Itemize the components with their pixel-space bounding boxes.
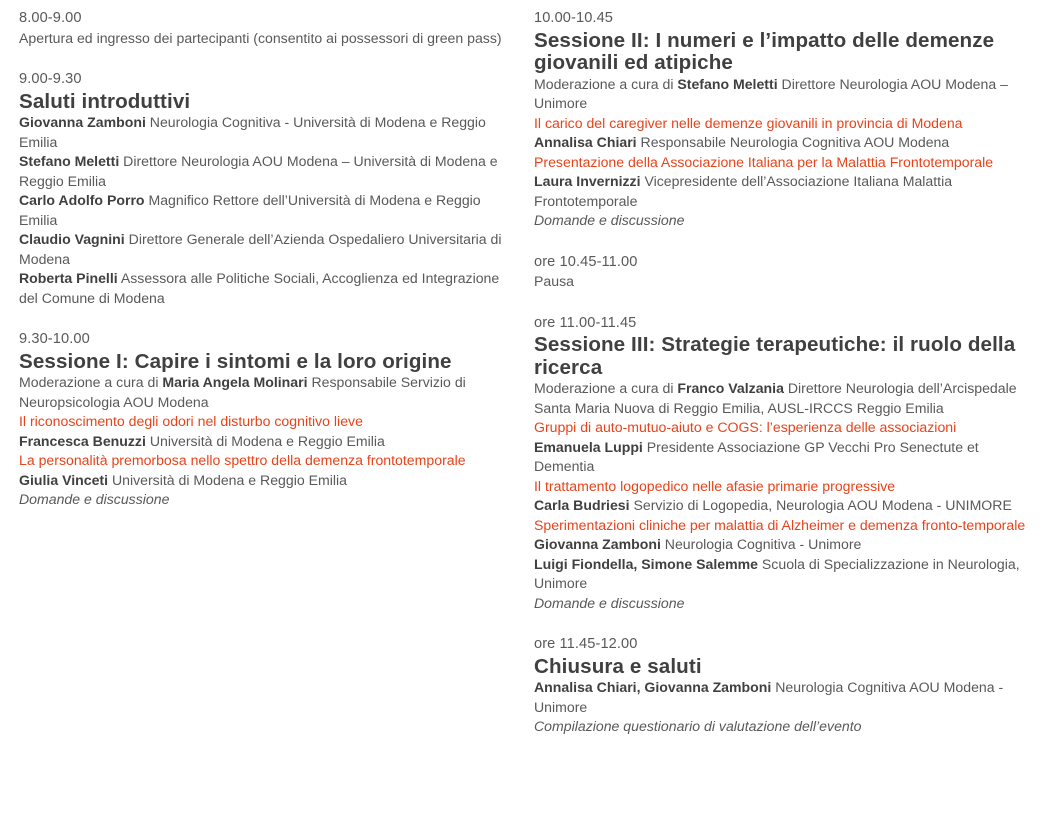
speaker-name: Stefano Meletti	[19, 153, 120, 169]
left-column	[19, 9, 514, 532]
program-block	[19, 70, 514, 308]
speaker-affiliation: Magnifico Rettore dell’Università di Modena e Reggio Emilia	[19, 192, 481, 228]
speaker-affiliation: Università di Modena e Reggio Emilia	[149, 432, 385, 449]
speaker-line	[534, 535, 1034, 555]
speaker-name: Luigi Fiondella, Simone Salemme	[534, 555, 758, 572]
info-text	[19, 29, 514, 49]
info-text-content: Pausa	[534, 273, 574, 289]
time-slot: 8.00-9.00	[19, 10, 82, 26]
program-block	[534, 314, 1034, 614]
speaker-affiliation: Responsabile Neurologia Cognitiva AOU Modena	[640, 134, 950, 150]
info-text	[534, 272, 1034, 292]
moderator-affiliation: Direttore Neurologia AOU Modena – Unimore	[534, 75, 1008, 111]
talk-title	[19, 451, 514, 471]
moderation-prefix: Moderazione a cura di	[19, 374, 159, 390]
talk-title	[534, 477, 1034, 497]
speaker-line	[534, 172, 1034, 211]
speaker-name: Roberta Pinelli	[19, 270, 118, 286]
moderator-affiliation: Responsabile Servizio di Neuropsicologia AOU Modena	[19, 374, 466, 410]
time-slot: ore 10.45-11.00	[534, 253, 638, 270]
talk-title	[19, 412, 514, 432]
note-text	[19, 490, 514, 510]
talk-title-text: Il riconoscimento degli odori nel disturbo cognitivo lieve	[19, 413, 363, 429]
block-lines	[19, 113, 514, 308]
session-title: Sessione II: I numeri e l’impatto delle demenze giovanili ed atipiche	[534, 28, 995, 74]
speaker-line	[534, 496, 1034, 516]
program-block	[534, 253, 1034, 292]
speaker-line	[534, 133, 1034, 153]
program-block	[19, 9, 514, 48]
moderation-prefix: Moderazione a cura di	[534, 75, 674, 92]
speaker-affiliation: Servizio di Logopedia, Neurologia AOU Modena - UNIMORE	[633, 497, 1012, 513]
block-lines	[534, 272, 1034, 292]
speaker-affiliation: Vicepresidente dell’Associazione Italiana Malattia Frontotemporale	[534, 173, 953, 209]
talk-title-text: Il carico del caregiver nelle demenze giovanili in provincia di Modena	[534, 114, 963, 131]
speaker-name: Emanuela Luppi	[534, 438, 643, 455]
speaker-line	[534, 678, 1034, 717]
note-text-content: Compilazione questionario di valutazione dell’evento	[534, 718, 862, 734]
time-slot: 10.00-10.45	[534, 10, 613, 26]
talk-title-text: Gruppi di auto-mutuo-aiuto e COGS: l’esperienza delle associazioni	[534, 419, 957, 435]
speaker-name: Giulia Vinceti	[19, 471, 109, 488]
speaker-name: Carla Budriesi	[534, 497, 630, 513]
session-title: Chiusura e saluti	[534, 654, 702, 678]
speaker-affiliation: Università di Modena e Reggio Emilia	[111, 471, 347, 488]
program-block	[19, 330, 514, 510]
note-text-content: Domande e discussione	[19, 491, 170, 507]
speaker-affiliation: Presidente Associazione GP Vecchi Pro Senectute et Dementia	[534, 438, 979, 474]
note-text	[534, 211, 1034, 231]
talk-title	[534, 153, 1034, 173]
info-text-content: Apertura ed ingresso dei partecipanti (consentito ai possessori di green pass)	[19, 29, 502, 46]
speaker-name: Annalisa Chiari	[534, 134, 637, 150]
speaker-affiliation: Neurologia Cognitiva AOU Modena - Unimore	[534, 679, 1004, 715]
speaker-line	[19, 113, 514, 152]
talk-title	[534, 516, 1034, 536]
session-title: Saluti introduttivi	[19, 89, 191, 113]
speaker-name: Giovanna Zamboni	[534, 536, 661, 552]
moderation-line	[534, 379, 1034, 418]
speaker-name: Giovanna Zamboni	[19, 114, 146, 130]
talk-title-text: Sperimentazioni cliniche per malattia di Alzheimer e demenza fronto-temporale	[534, 516, 1026, 533]
moderation-line	[19, 373, 514, 412]
speaker-affiliation: Direttore Generale dell’Azienda Ospedaliero Universitaria di Modena	[19, 231, 502, 267]
speaker-affiliation: Neurologia Cognitiva - Università di Modena e Reggio Emilia	[19, 114, 486, 150]
session-title: Sessione III: Strategie terapeutiche: il ruolo della ricerca	[534, 333, 1016, 379]
session-title: Sessione I: Capire i sintomi e la loro origine	[19, 349, 452, 373]
speaker-line	[19, 269, 514, 308]
time-slot: 9.30-10.00	[19, 331, 90, 347]
note-text	[534, 594, 1034, 614]
right-column	[534, 9, 1034, 759]
block-lines	[534, 75, 1034, 231]
speaker-name: Francesca Benuzzi	[19, 432, 146, 449]
moderation-line	[534, 75, 1034, 114]
note-text-content: Domande e discussione	[534, 212, 685, 228]
program-block	[534, 635, 1034, 737]
time-slot: 9.00-9.30	[19, 71, 82, 87]
moderator-name: Maria Angela Molinari	[162, 374, 308, 390]
time-slot: ore 11.00-11.45	[534, 314, 637, 331]
block-lines	[19, 29, 514, 49]
moderator-name: Franco Valzania	[677, 380, 784, 396]
speaker-line	[19, 432, 514, 452]
talk-title-text: Il trattamento logopedico nelle afasie primarie progressive	[534, 477, 896, 494]
note-text	[534, 717, 1034, 737]
speaker-line	[19, 152, 514, 191]
speaker-name: Laura Invernizzi	[534, 173, 641, 189]
speaker-name: Annalisa Chiari, Giovanna Zamboni	[534, 679, 772, 695]
speaker-line	[19, 471, 514, 491]
speaker-line	[534, 438, 1034, 477]
note-text-content: Domande e discussione	[534, 594, 685, 611]
talk-title	[534, 418, 1034, 438]
time-slot: ore 11.45-12.00	[534, 636, 638, 652]
speaker-line	[19, 230, 514, 269]
speaker-name: Carlo Adolfo Porro	[19, 192, 145, 208]
moderation-prefix: Moderazione a cura di	[534, 380, 674, 396]
speaker-affiliation: Assessora alle Politiche Sociali, Accoglienza ed Integrazione del Comune di Modena	[19, 270, 500, 306]
moderator-affiliation: Direttore Neurologia dell’Arcispedale Santa Maria Nuova di Reggio Emilia, AUSL-IRCCS Reggio Emilia	[534, 380, 1017, 416]
talk-title-text: La personalità premorbosa nello spettro della demenza frontotemporale	[19, 452, 466, 468]
program-block	[534, 9, 1034, 231]
block-lines	[534, 379, 1034, 613]
speaker-affiliation: Scuola di Specializzazione in Neurologia, Unimore	[534, 555, 1020, 591]
speaker-name: Claudio Vagnini	[19, 231, 125, 247]
speaker-affiliation: Neurologia Cognitiva - Unimore	[664, 536, 862, 552]
block-lines	[534, 678, 1034, 737]
block-lines	[19, 373, 514, 510]
speaker-affiliation: Direttore Neurologia AOU Modena – Università di Modena e Reggio Emilia	[19, 153, 498, 189]
speaker-line	[534, 555, 1034, 594]
talk-title	[534, 114, 1034, 134]
speaker-line	[19, 191, 514, 230]
moderator-name: Stefano Meletti	[677, 75, 778, 92]
talk-title-text: Presentazione della Associazione Italiana per la Malattia Frontotemporale	[534, 153, 994, 170]
